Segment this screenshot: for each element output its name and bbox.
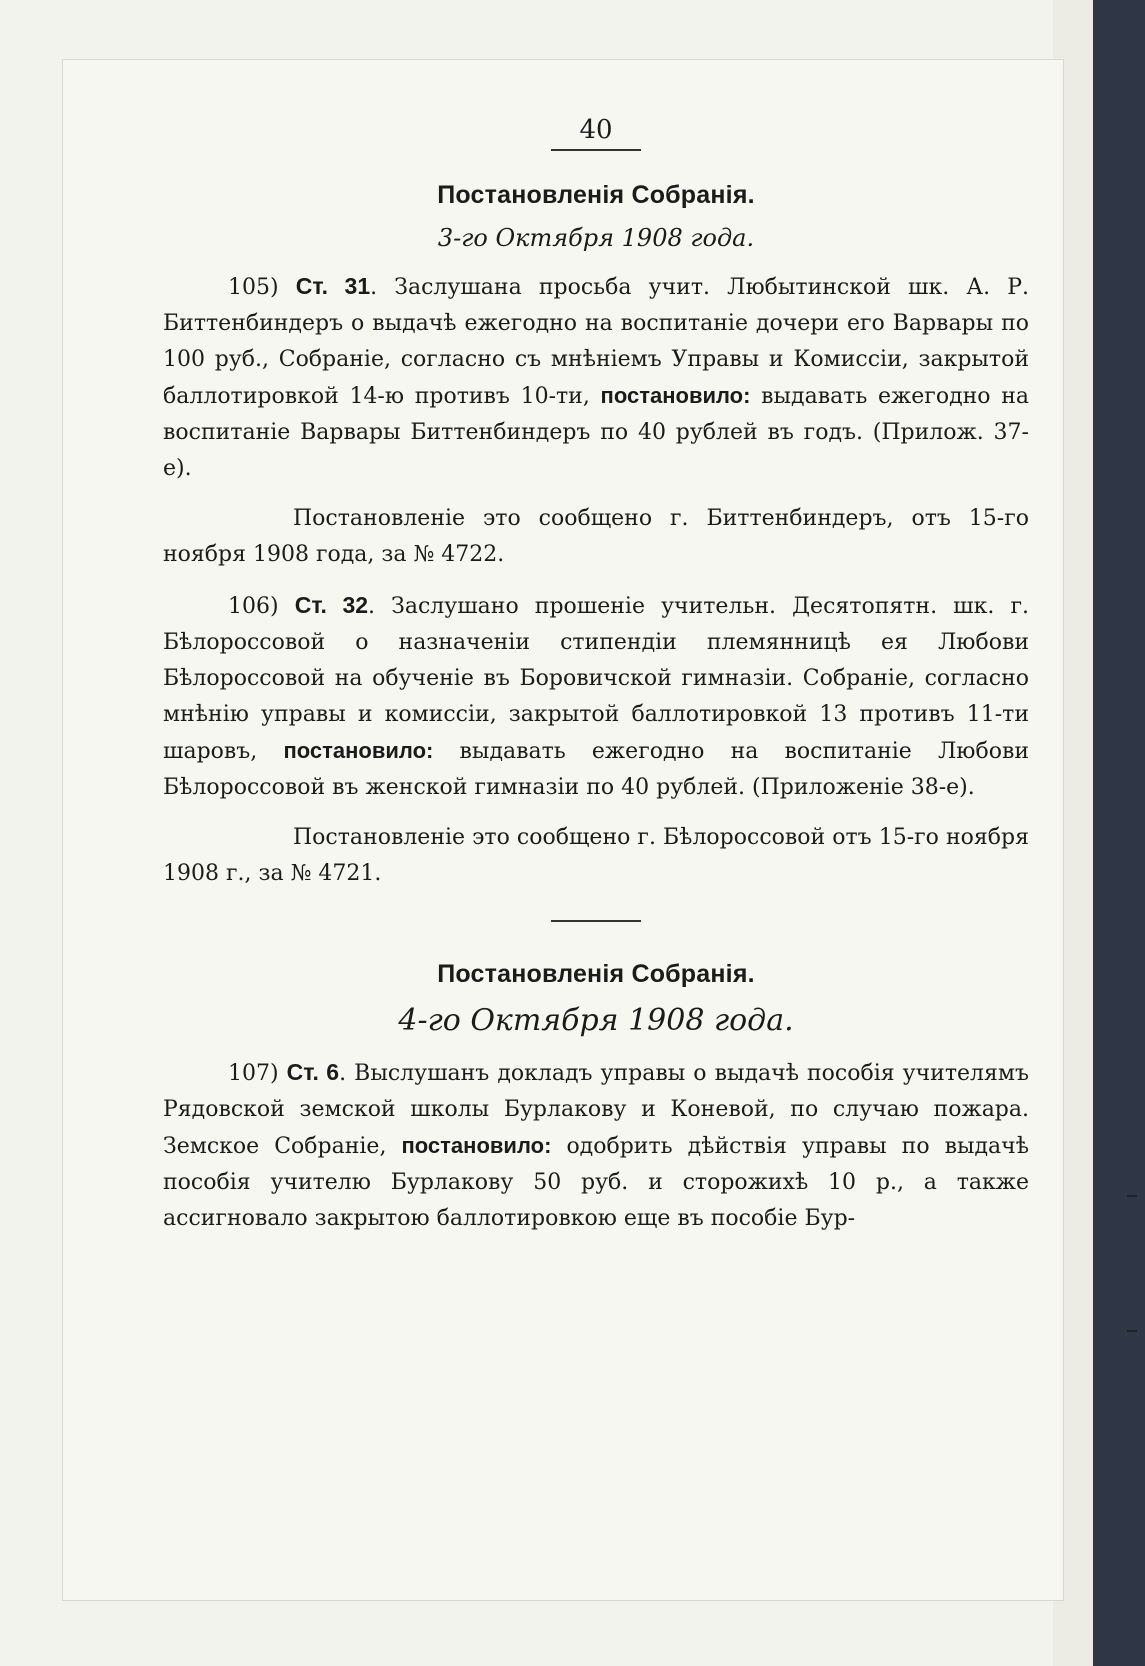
entry-107 xyxy=(163,1054,1029,1237)
decision-keyword: постановило: xyxy=(401,1133,552,1158)
entry-text: . Заслушано прошеніе учительн. Десятопятн. шк. г. Бѣлороссовой о назначеніи стипендіи племянницѣ ея Любови Бѣлороссовой на обученіе въ Боровичской гимназіи. Собраніе, согласно мнѣнію управы и комиссіи, закрытой баллотировкой 13 противъ 11-ти шаровъ, xyxy=(163,594,1029,764)
entry-number: 107) xyxy=(228,1061,279,1086)
decision-keyword: постановило: xyxy=(283,738,434,763)
article-ref: Ст. 32 xyxy=(294,592,369,618)
edge-tick-mark xyxy=(1127,1195,1137,1197)
entry-105 xyxy=(163,268,1029,487)
page-content xyxy=(163,115,1029,1251)
book-binding xyxy=(1093,0,1145,1666)
document-page xyxy=(63,60,1063,1600)
entry-text: . Заслушана просьба учит. Любытинской шк. А. Р. Биттенбиндеръ о выдачѣ ежегодно на воспитаніе дочери его Варвары по 100 руб., Собраніе, согласно съ мнѣніемъ Управы и Комиссіи, закрытой баллотировкой 14-ю противъ 10-ти, xyxy=(163,275,1030,409)
edge-tick-mark xyxy=(1127,1330,1137,1332)
entry-text-cont: выдавать ежегодно на воспитаніе Варвары Биттенбиндеръ по 40 рублей въ годъ. (Прилож. 37-е). xyxy=(163,384,1029,481)
page-number: 40 xyxy=(579,115,613,145)
article-ref: Ст. 31 xyxy=(295,273,371,299)
section-date: 4-го Октября 1908 года. xyxy=(398,1003,794,1038)
notice-106: Постановленіе это сообщено г. Бѣлороссовой отъ 15-го ноября 1908 г., за № 4721. xyxy=(163,825,1029,886)
entry-number: 106) xyxy=(228,594,279,619)
section-heading: Постановленія Собранія. xyxy=(437,960,755,988)
entry-text-cont: одобрить дѣйствія управы по выдачѣ пособія учителю Бурлакову 50 руб. и сторожихѣ 10 р., а также ассигновало закрытою баллотировкою еще въ пособіе Бур- xyxy=(163,1134,1029,1231)
section-heading: Постановленія Собранія. xyxy=(437,181,755,209)
entry-text: . Выслушанъ докладъ управы о выдачѣ пособія учителямъ Рядовской земской школы Бурлакову и Коневой, по случаю пожара. Земское Собраніе, xyxy=(163,1061,1029,1159)
entry-number: 105) xyxy=(228,275,279,300)
decision-keyword: постановило: xyxy=(600,383,751,408)
article-ref: Ст. 6 xyxy=(286,1059,340,1085)
section-divider xyxy=(551,920,641,922)
entry-text-cont: выдавать ежегодно на воспитаніе Любови Бѣлороссовой въ женской гимназіи по 40 рублей. (Приложеніе 38-е). xyxy=(163,739,1030,800)
page-number-rule xyxy=(551,149,641,151)
notice-105: Постановленіе это сообщено г. Биттенбиндеръ, отъ 15-го ноября 1908 года, за № 4722. xyxy=(163,506,1029,567)
section-date: 3-го Октября 1908 года. xyxy=(437,224,755,252)
entry-106 xyxy=(163,587,1029,806)
